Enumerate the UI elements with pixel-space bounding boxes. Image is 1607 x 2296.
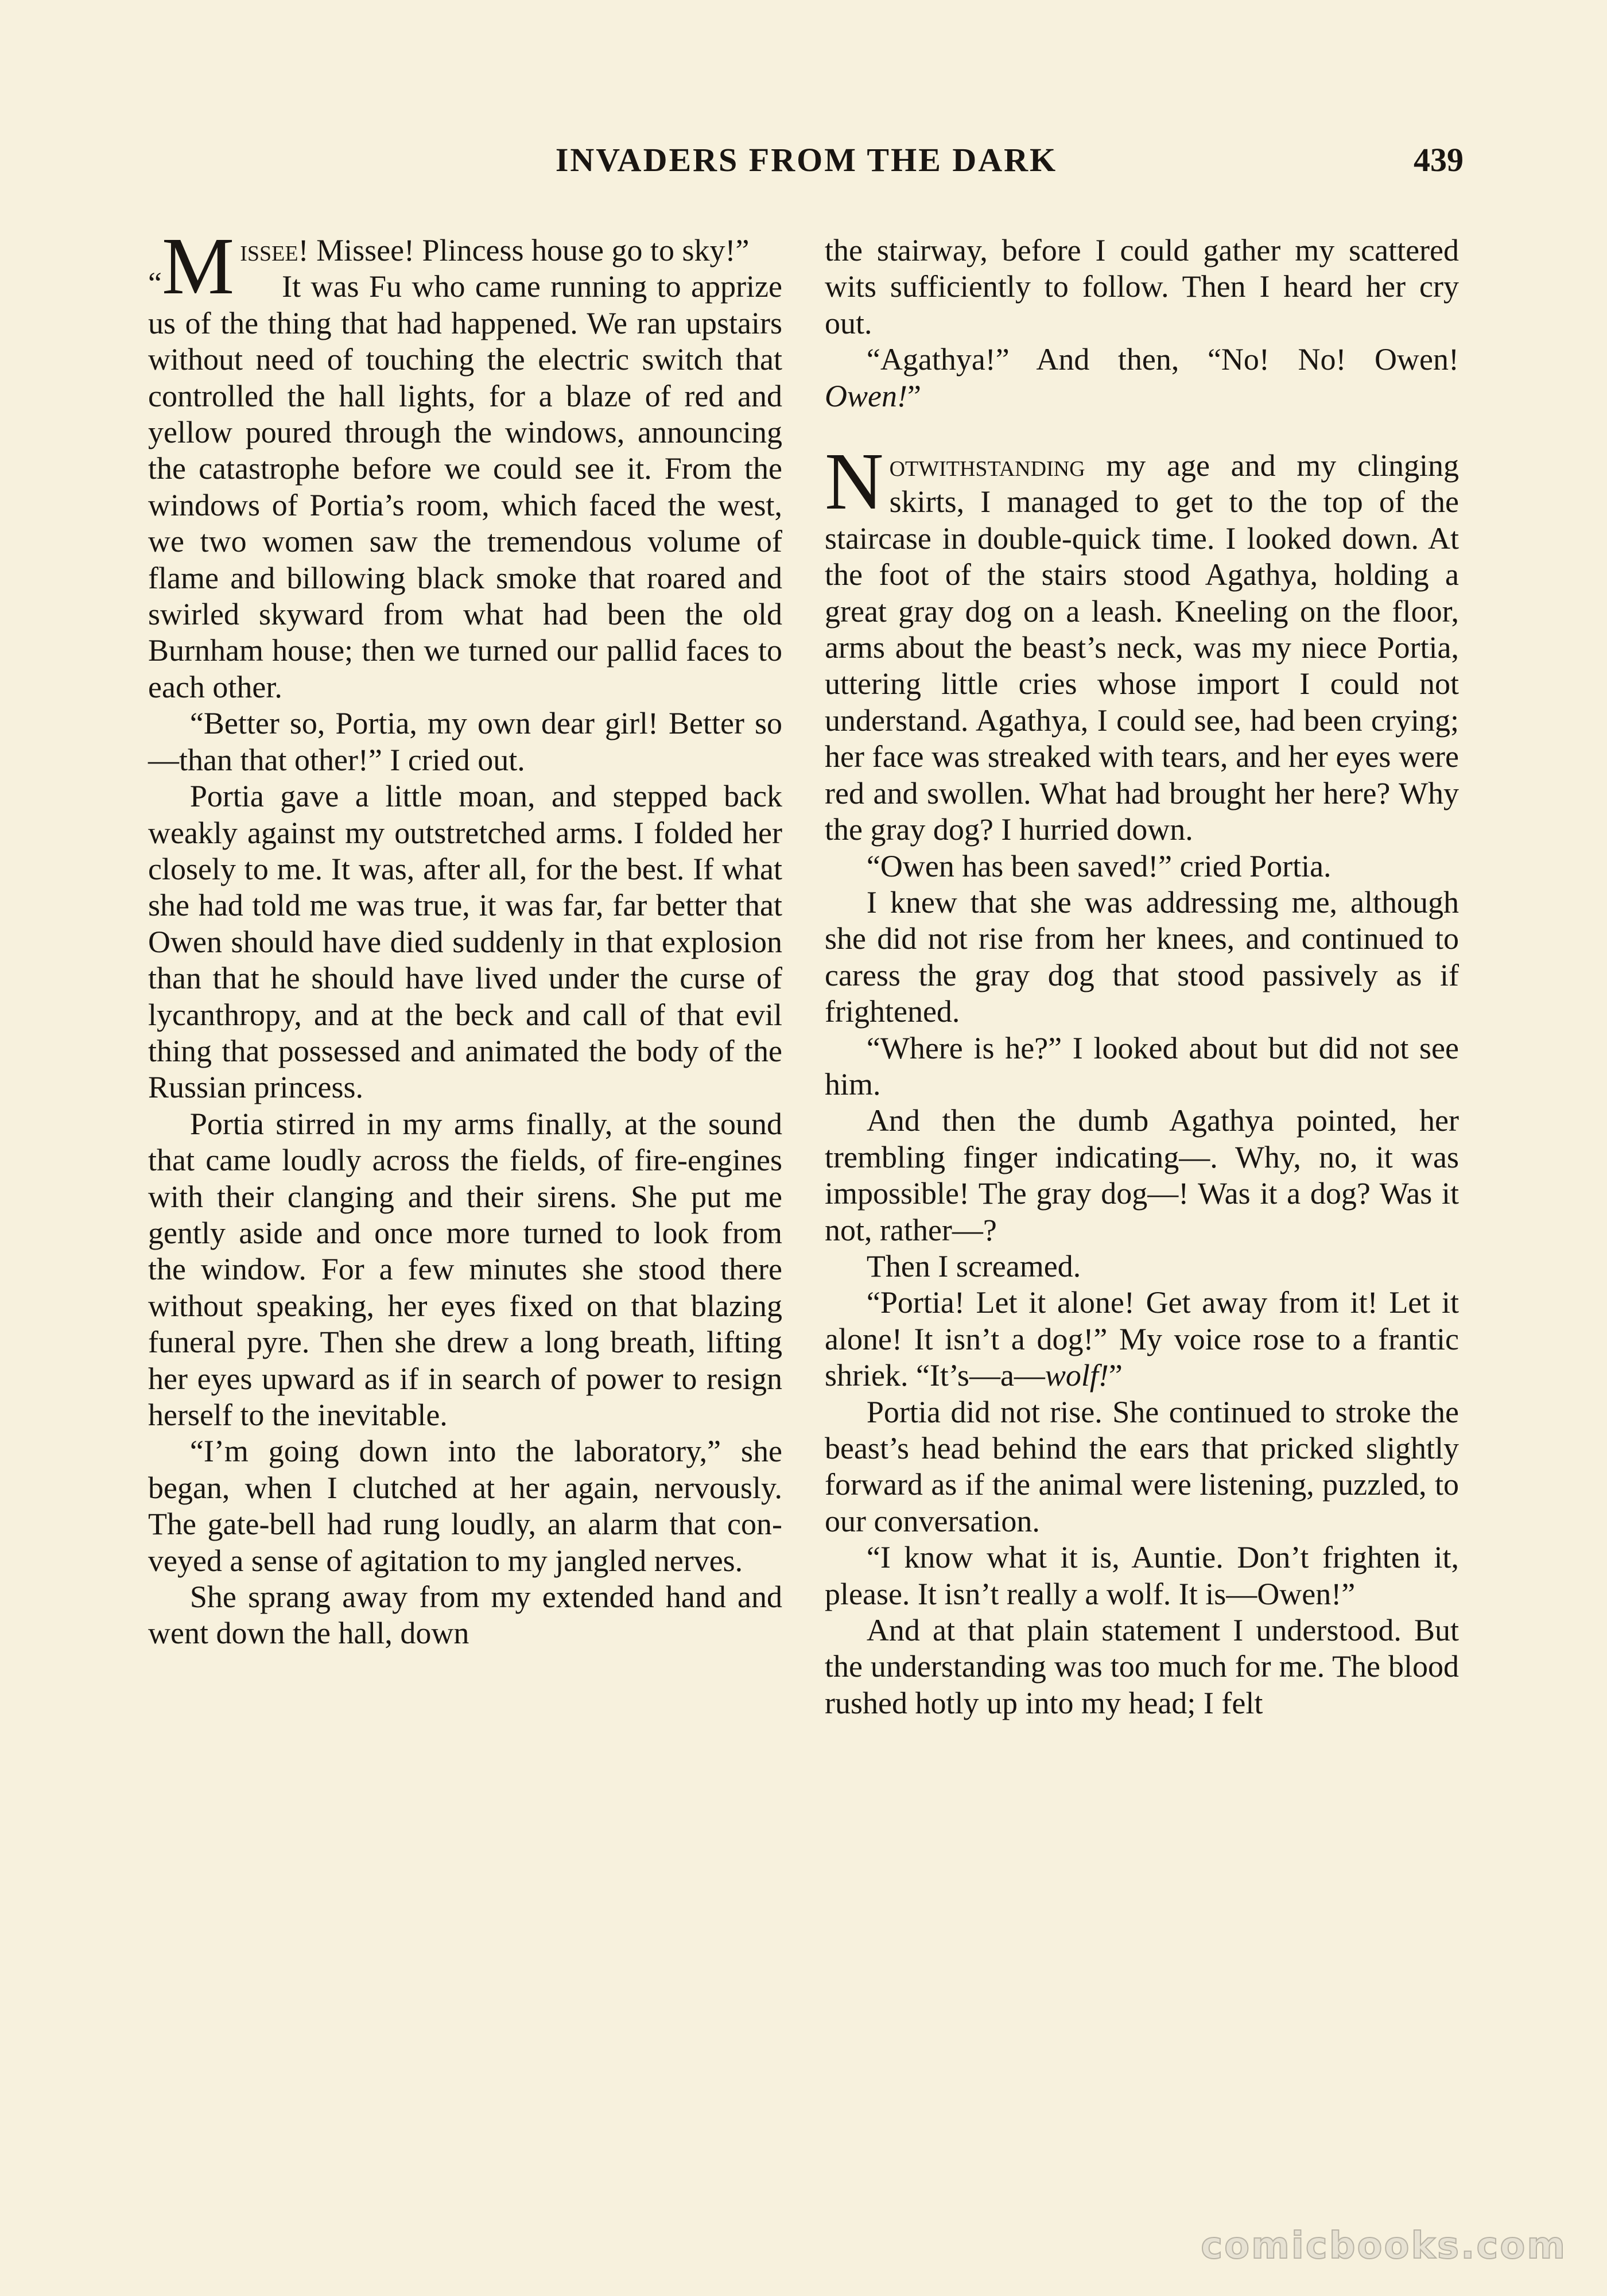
- section-opening-paragraph: [825, 436, 1459, 848]
- paragraph: “Owen has been saved!” cried Portia.: [866, 848, 1332, 883]
- watermark: comicbooks.com: [1201, 2225, 1567, 2267]
- running-head: [149, 141, 1464, 192]
- paragraph: “I’m going down into the laboratory,” she began, when I clutched at her again, nervously. The gate-bell had rung loudly, an alarm that conveyed a sense of agitation to my jangled nerves.: [148, 1434, 782, 1578]
- paragraph: the stairway, before I could gather my scattered wits sufficiently to follow. Then I heard her cry out.: [825, 233, 1459, 340]
- paragraph: Then I screamed.: [866, 1248, 1081, 1283]
- scream-end: ”: [1108, 1358, 1123, 1393]
- paragraph: And at that plain statement I understood. But the understanding was too much for me. The blood rushed hotly up into my head; I felt: [825, 1613, 1459, 1720]
- paragraph: It was Fu who came running to apprize us of the thing that had happened. We ran upstairs without need of touching the electric switch that controlled the hall lights, for a blaze of red and yellow poured through the windows, announcing the catastrophe before we could see it. From the windows of Portia’s room, which faced the west, we two women saw the tremendous volume of flame and billowing black smoke that roared and swirled skyward from what had been the old Burnham house; then we turned our pallid faces to each other.: [148, 269, 782, 704]
- dropcap-letter: M: [161, 220, 235, 311]
- opening-paragraph: [148, 220, 782, 311]
- scream-paragraph: [825, 1285, 1459, 1394]
- page-number: 439: [1414, 141, 1464, 179]
- open-quote: “: [148, 266, 162, 300]
- paragraph: She sprang away from my extended hand and went down the hall, down: [148, 1580, 782, 1651]
- scream-italic: wolf!: [1045, 1358, 1109, 1393]
- dropcap-m: [148, 220, 235, 311]
- paragraph: “I know what it is, Auntie. Don’t frighten it, please. It isn’t really a wolf. It is—Owen!”: [825, 1540, 1459, 1611]
- scream-text: “Portia! Let it alone! Get away from it! Let it alone! It isn’t a dog!” My voice rose to a frantic shriek. “It’s—a—: [825, 1285, 1459, 1393]
- left-column: [148, 220, 782, 1652]
- dropcap-n: N: [825, 436, 884, 527]
- agathya-paragraph: [825, 342, 1459, 414]
- smallcaps-lead: otwithstanding: [889, 448, 1085, 483]
- agathya-italic: Owen!: [825, 378, 907, 413]
- paragraph: Portia did not rise. She continued to stroke the beast’s head behind the ears that pricked slightly forward as if the animal were listening, puzzled, to our conversation.: [825, 1394, 1459, 1538]
- opening-rest: ! Missee! Plincess house go to sky!”: [298, 233, 750, 267]
- paragraph: I knew that she was addressing me, although she did not rise from her knees, and continued to caress the gray dog that stood passively as if frightened.: [825, 885, 1459, 1029]
- agathya-end: ”: [907, 378, 921, 413]
- section-rest: my age and my clinging skirts, I managed to get to the top of the staircase in double-quick time. I looked down. At the foot of the stairs stood Agathya, holding a great gray dog on a leash. Kneeling on the floor, arms about the beast’s neck, was my niece Portia, uttering little cries whose import I could not understand. Agathya, I could see, had been crying; her face was streaked with tears, and her eyes were red and swollen. What had brought her here? Why the gray dog? I hurried down.: [825, 448, 1459, 847]
- paragraph: Portia gave a little moan, and stepped back weakly against my outstretched arms. I folded her closely to me. It was, after all, for the best. If what she had told me was true, it was far, far better that Owen should have died suddenly in that explosion than that he should have lived under the curse of lycanthropy, and at the beck and call of that evil thing that possessed and animated the body of the Russian princess.: [148, 779, 782, 1105]
- paragraph: Portia stirred in my arms finally, at the sound that came loudly across the fields, of fire-engines with their clanging and their sirens. She put me gently aside and once more turned to look from the window. For a few minutes she stood there without speaking, her eyes fixed on that blazing funeral pyre. Then she drew a long breath, lifting her eyes upward as if in search of power to resign herself to the inevitable.: [148, 1106, 782, 1432]
- smallcaps-lead: issee: [240, 233, 298, 267]
- paragraph: “Where is he?” I looked about but did not see him.: [825, 1030, 1459, 1102]
- paragraph: “Better so, Portia, my own dear girl! Better so—than that other!” I cried out.: [148, 706, 782, 777]
- running-title: INVADERS FROM THE DARK: [555, 141, 1058, 179]
- right-column: [825, 232, 1459, 1721]
- agathya-text: “Agathya!” And then, “No! No! Owen!: [866, 342, 1459, 377]
- paragraph: And then the dumb Agathya pointed, her trembling finger indicating—. Why, no, it was impossible! The gray dog—! Was it a dog? Was it not, rather—?: [825, 1103, 1459, 1247]
